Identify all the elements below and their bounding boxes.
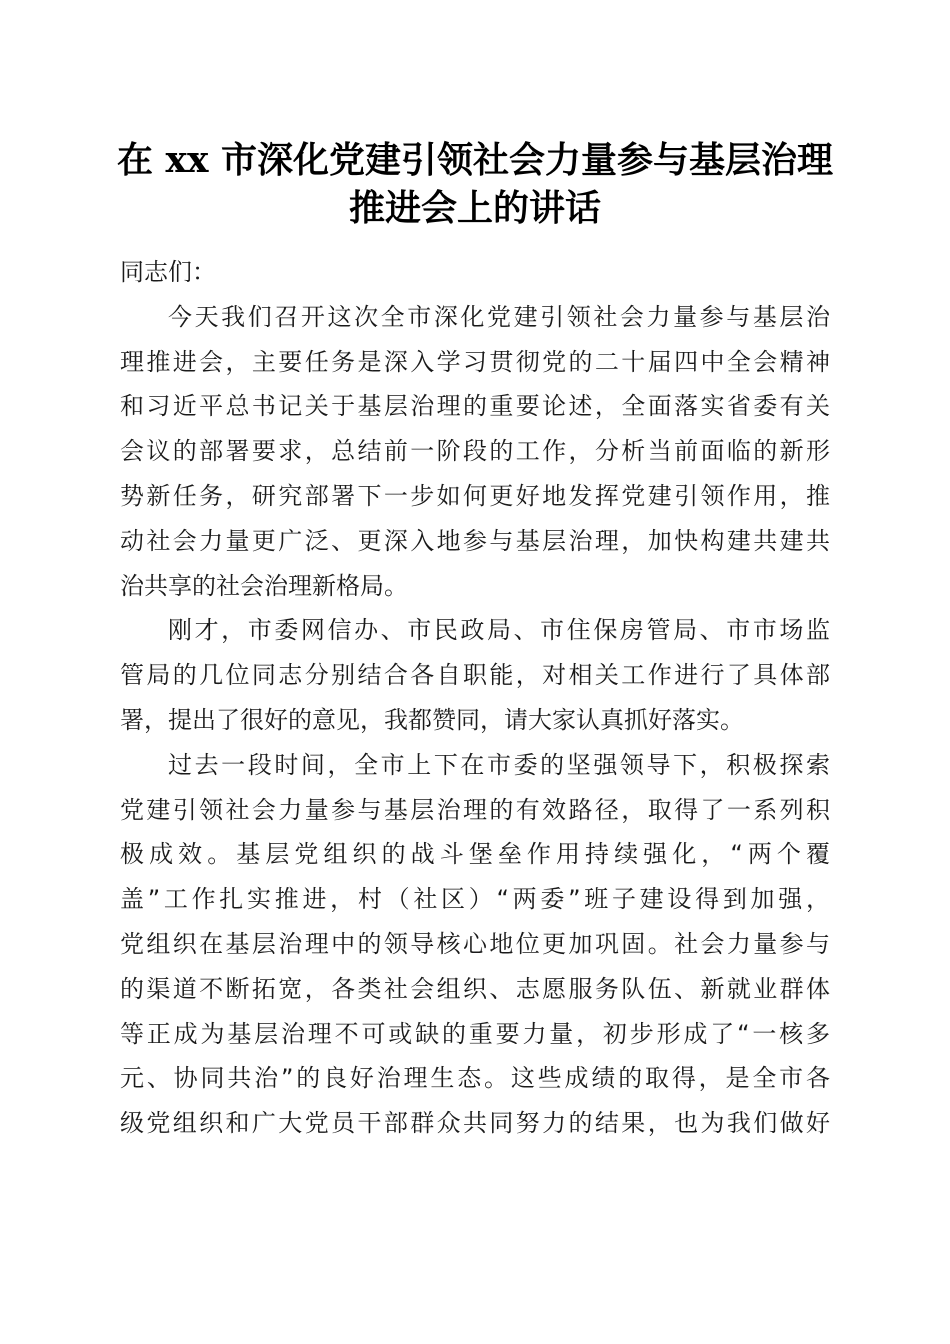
paragraph-line: 过去一段时间，全市上下在市委的坚强领导下，积极探索 [168,750,830,779]
greeting: 同志们： [120,258,216,286]
paragraph-line: 等正成为基层治理不可或缺的重要力量，初步形成了“一核多 [120,1019,830,1048]
paragraph-line: 今天我们召开这次全市深化党建引领社会力量参与基层治 [168,302,830,331]
paragraph-line: 元、协同共治”的良好治理生态。这些成绩的取得，是全市各 [120,1064,830,1093]
document-body [120,250,830,1146]
paragraph-1 [120,295,830,609]
paragraph-line: 党组织在基层治理中的领导核心地位更加巩固。社会力量参与 [120,929,830,958]
paragraph-line: 和习近平总书记关于基层治理的重要论述，全面落实省委有关 [120,392,830,421]
paragraph-line: 势新任务，研究部署下一步如何更好地发挥党建引领作用，推 [120,481,830,510]
paragraph-line: 极成效。基层党组织的战斗堡垒作用持续强化，“两个覆 [120,840,830,869]
paragraph-line: 署，提出了很好的意见，我都赞同，请大家认真抓好落实。 [120,705,744,734]
paragraph-line: 会议的部署要求，总结前一阶段的工作，分析当前面临的新形 [120,437,830,466]
paragraph-line: 级党组织和广大党员干部群众共同努力的结果，也为我们做好 [120,1109,830,1138]
paragraph-line: 刚才，市委网信办、市民政局、市住保房管局、市市场监 [168,616,830,645]
title-line-1: 在 xx 市深化党建引领社会力量参与基层治理 [117,139,833,181]
paragraph-line: 党建引领社会力量参与基层治理的有效路径，取得了一系列积 [120,795,830,824]
paragraph-line: 动社会力量更广泛、更深入地参与基层治理，加快构建共建共 [120,526,830,555]
paragraph-line: 盖”工作扎实推进，村（社区）“两委”班子建设得到加强， [120,885,830,914]
paragraph-line: 管局的几位同志分别结合各自职能，对相关工作进行了具体部 [120,661,830,690]
paragraph-3 [120,743,830,1146]
paragraph-2 [120,608,830,742]
paragraph-line: 理推进会，主要任务是深入学习贯彻党的二十届四中全会精神 [120,347,830,376]
paragraph-line: 治共享的社会治理新格局。 [120,571,408,600]
title-line-2: 推进会上的讲话 [348,187,601,229]
paragraph-line: 的渠道不断拓宽，各类社会组织、志愿服务队伍、新就业群体 [120,974,830,1003]
document-title [100,136,850,232]
